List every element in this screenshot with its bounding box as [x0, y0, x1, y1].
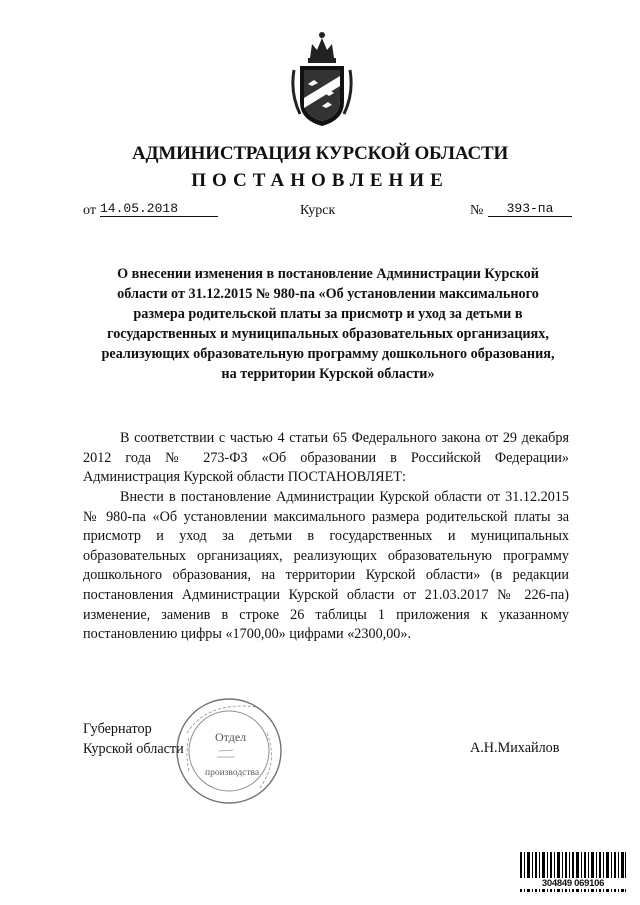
barcode-number: 304849 069106 — [517, 878, 629, 889]
date-label: от — [83, 203, 96, 218]
svg-text:производства: производства — [205, 768, 260, 778]
position-line-1: Губернатор — [83, 721, 152, 737]
round-seal-stamp-icon — [167, 693, 287, 808]
organization-name: АДМИНИСТРАЦИЯ КУРСКОЙ ОБЛАСТИ — [131, 143, 509, 164]
number-label: № — [470, 203, 484, 218]
signatory-name: А.Н.Михайлов — [470, 740, 560, 756]
body-paragraph-1: В соответствии с частью 4 статьи 65 Федерального закона от 29 декабря 2012 года № 273-ФЗ «Об образовании в Российской Федерации» Администрация Курской области ПОСТАНОВЛЯЕТ: — [83, 430, 569, 486]
city: Курск — [300, 203, 336, 218]
kursk-coat-of-arms-icon — [290, 28, 354, 128]
position-line-2: Курской области — [83, 740, 184, 757]
document-type: ПОСТАНОВЛЕНИЕ — [191, 170, 449, 191]
document-title: О внесении изменения в постановление Администрации Курской области от 31.12.2015 № 980-па «Об установлении максимального размера родительской платы за присмотр и уход за детьми в государственных и муниципальных образовательных организациях, реализующих образовательную программу дошкольного образования, на территории Курской области» — [101, 266, 555, 382]
document-date: 14.05.2018 — [100, 201, 218, 217]
body-paragraph-2: Внести в постановление Администрации Курской области от 31.12.2015 № 980-па «Об установлении максимального размера родительской платы за присмотр и уход за детьми в государственных и муниципальных образовательных организациях, реализующих образовательную программу дошкольного образования, на территории Курской области» (в редакции постановления Администрации Курской области от 21.03.2017 № 226-па) изменение, заменив в строке 26 таблицы 1 приложения к указанному постановлению цифры «1700,00» цифрами «2300,00». — [83, 489, 569, 643]
svg-text:Отдел: Отдел — [215, 730, 247, 744]
document-number: 393-па — [488, 201, 572, 217]
